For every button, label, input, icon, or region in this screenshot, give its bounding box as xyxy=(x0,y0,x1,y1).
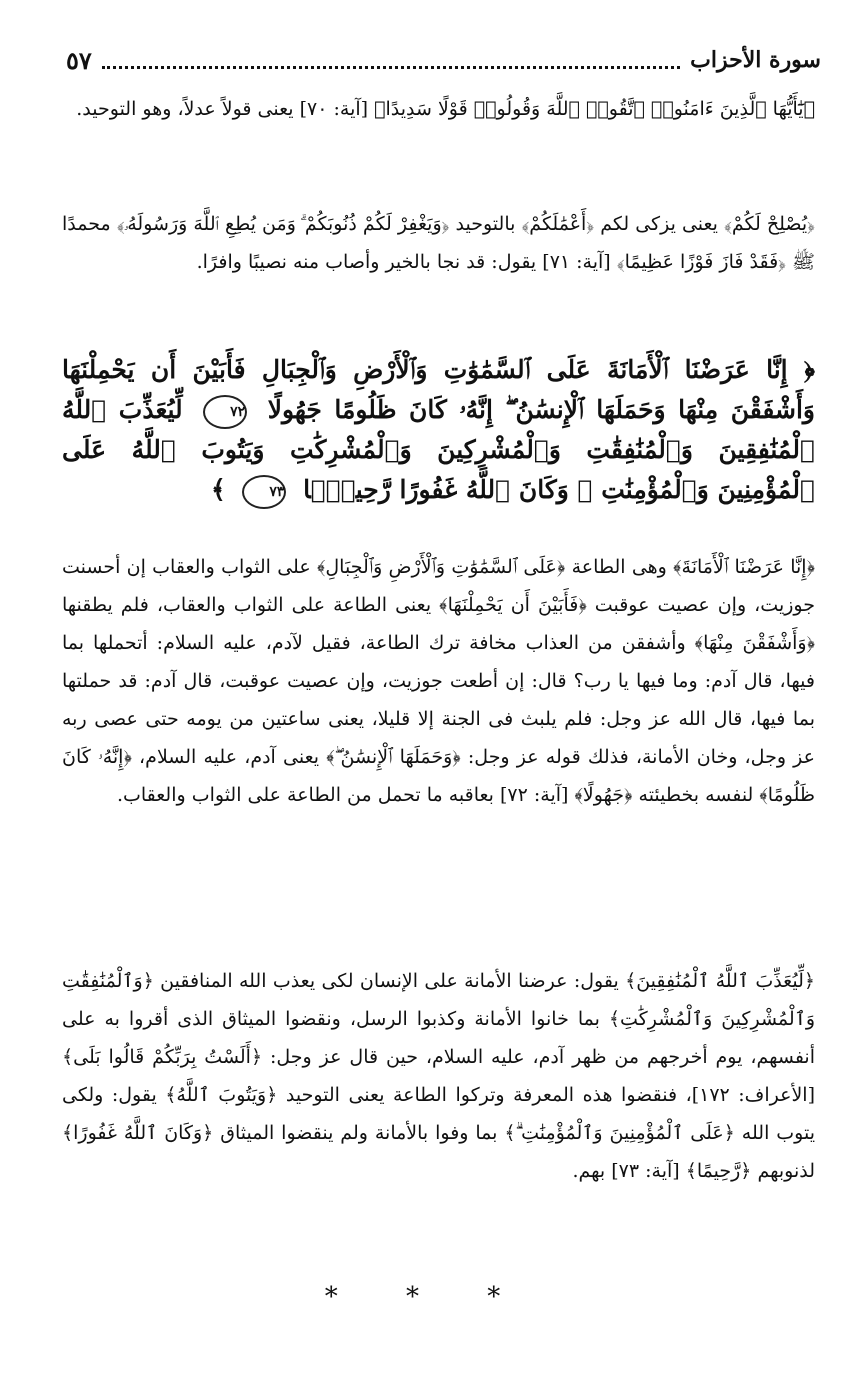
verse-73-text: لِّيُعَذِّبَ ٱللَّهُ ٱلْمُنَٰفِقِينَ وَٱلْمُنَٰفِقَٰتِ وَٱلْمُشْرِكِينَ وَٱلْمُشْرِكَٰتِ وَيَتُوبَ ٱللَّهُ عَلَى ٱلْمُؤْمِنِينَ وَٱلْمُؤْمِنَٰتِ ۗ وَكَانَ ٱللَّهُ غَفُورًا رَّحِيمًۢا xyxy=(62,395,815,504)
header-dot-leader xyxy=(102,52,680,69)
quran-verse-block xyxy=(62,350,815,510)
commentary-paragraph-2: ﴿يُصْلِحْ لَكُمْ﴾ يعنى يزكى لكم ﴿أَعْمَٰلَكُمْ﴾ بالتوحيد ﴿وَيَغْفِرْ لَكُمْ ذُنُوبَكُمْ ۗ وَمَن يُطِعِ ٱللَّهَ وَرَسُولَهُۥ﴾ محمدًا ﷺ ﴿فَقَدْ فَازَ فَوْزًا عَظِيمًا﴾ [آية: ٧١] يقول: قد نجا بالخير وأصاب منه نصيبًا وافرًا. xyxy=(62,213,815,273)
page-number: ٥٧ xyxy=(66,45,92,75)
commentary-paragraph-3: ﴿إِنَّا عَرَضْنَا ٱلْأَمَانَةَ﴾ وهى الطاعة ﴿عَلَى ٱلسَّمَٰوَٰتِ وَٱلْأَرْضِ وَٱلْجِبَالِ﴾ على الثواب والعقاب إن أحسنت جوزيت، وإن عصيت عوقبت ﴿فَأَبَيْنَ أَن يَحْمِلْنَهَا﴾ يعنى الطاعة على الثواب والعقاب، فلم يطقنها ﴿وَأَشْفَقْنَ مِنْهَا﴾ وأشفقن من العذاب مخافة ترك الطاعة، فقيل لآدم، عليه السلام: أتحملها بما فيها، قال آدم: وما فيها يا رب؟ قال: إن أطعت جوزيت، وإن عصيت عوقبت، قال آدم: قد حملتها بما فيها، قال الله عز وجل: فلم يلبث فى الجنة إلا قليلا، يعنى ساعتين من يومه حتى عصى ربه عز وجل، وخان الأمانة، فذلك قوله عز وجل: ﴿وَحَمَلَهَا ٱلْإِنسَٰنُ ۖ﴾ يعنى آدم، عليه السلام، ﴿إِنَّهُۥ كَانَ ظَلُومًا﴾ لنفسه بخطيئته ﴿جَهُولًا﴾ [آية: ٧٢] بعاقبه ما تحمل من الطاعة على الثواب والعقاب. xyxy=(62,556,815,806)
running-header xyxy=(66,40,821,80)
surah-title: سورة الأحزاب xyxy=(690,47,821,73)
commentary-paragraph-1: ﴿يَٰٓأَيُّهَا ٱلَّذِينَ ءَامَنُوا۟ ٱتَّقُوا۟ ٱللَّهَ وَقُولُوا۟ قَوْلًا سَدِيدًا﴾ [آية: ٧٠] يعنى قولاً عدلاً، وهو التوحيد. xyxy=(76,98,815,120)
ayah-number-marker-72: ٧٢ xyxy=(203,395,247,429)
commentary-paragraph-4: ﴿لِّيُعَذِّبَ ٱللَّهُ ٱلْمُنَٰفِقِينَ﴾ يقول: عرضنا الأمانة على الإنسان لكى يعذب الله المنافقين ﴿وَٱلْمُنَٰفِقَٰتِ وَٱلْمُشْرِكِينَ وَٱلْمُشْرِكَٰتِ﴾ بما خانوا الأمانة وكذبوا الرسل، ونقضوا الميثاق الذى أقروا به على أنفسهم، يوم أخرجهم من ظهر آدم، عليه السلام، حين قال عز وجل: ﴿أَلَسْتُ بِرَبِّكُمْ قَالُوا بَلَى﴾ [الأعراف: ١٧٢]، فنقضوا هذه المعرفة وتركوا الطاعة يعنى التوحيد ﴿وَيَتُوبَ ٱللَّهُ﴾ يقول: ولكى يتوب الله ﴿عَلَى ٱلْمُؤْمِنِينَ وَٱلْمُؤْمِنَٰتِ ۗ﴾ بما وفوا بالأمانة ولم ينقضوا الميثاق ﴿وَكَانَ ٱللَّهُ غَفُورًا﴾ لذنوبهم ﴿رَّحِيمًا﴾ [آية: ٧٣] بهم. xyxy=(62,970,816,1182)
section-separator: * * * xyxy=(324,1282,531,1312)
verse-72-text: ﴿ إِنَّا عَرَضْنَا ٱلْأَمَانَةَ عَلَى ٱلسَّمَٰوَٰتِ وَٱلْأَرْضِ وَٱلْجِبَالِ فَأَبَيْنَ أَن يَحْمِلْنَهَا وَأَشْفَقْنَ مِنْهَا وَحَمَلَهَا ٱلْإِنسَٰنُ ۖ إِنَّهُۥ كَانَ ظَلُومًا جَهُولًا xyxy=(62,355,815,424)
verse-close-bracket: ﴾ xyxy=(211,475,226,504)
ayah-number-marker-73: ٧٣ xyxy=(242,475,286,509)
